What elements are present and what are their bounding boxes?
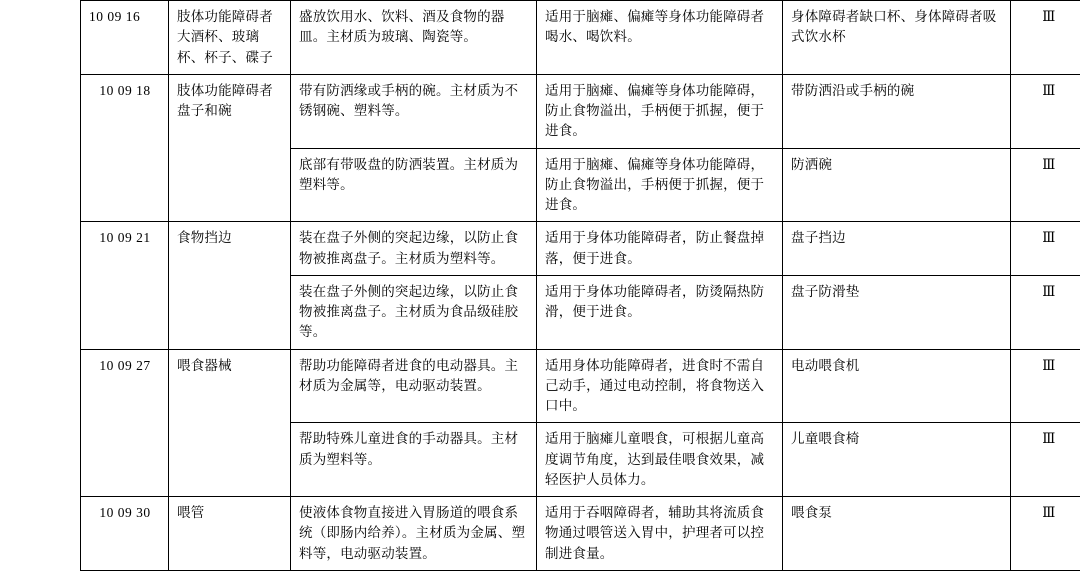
cell-alias: 身体障碍者缺口杯、身体障碍者吸式饮水杯 xyxy=(783,1,1011,75)
cell-alias: 儿童喂食椅 xyxy=(783,423,1011,497)
cell-description: 装在盘子外侧的突起边缘，以防止食物被推离盘子。主材质为塑料等。 xyxy=(291,222,537,276)
cell-scope: 适用于吞咽障碍者，辅助其将流质食物通过喂管送入胃中，护理者可以控制进食量。 xyxy=(537,497,783,571)
cell-scope: 适用于脑瘫、偏瘫等身体功能障碍者喝水、喝饮料。 xyxy=(537,1,783,75)
cell-code: 10 09 21 xyxy=(81,222,169,349)
cell-classification: Ⅲ xyxy=(1011,423,1080,497)
cell-description: 带有防洒缘或手柄的碗。主材质为不锈钢碗、塑料等。 xyxy=(291,74,537,148)
table-row xyxy=(81,497,1080,571)
cell-code: 10 09 27 xyxy=(81,349,169,497)
assistive-device-spec-table xyxy=(80,0,1080,571)
cell-description: 使液体食物直接进入胃肠道的喂食系统（即肠内给养）。主材质为金属、塑料等，电动驱动装置。 xyxy=(291,497,537,571)
cell-classification: Ⅲ xyxy=(1011,74,1080,148)
cell-alias: 盘子挡边 xyxy=(783,222,1011,276)
table-row xyxy=(81,222,1080,276)
cell-classification: Ⅲ xyxy=(1011,222,1080,276)
cell-scope: 适用于脑瘫、偏瘫等身体功能障碍，防止食物溢出，手柄便于抓握，便于进食。 xyxy=(537,148,783,222)
cell-code: 10 09 30 xyxy=(81,497,169,571)
cell-description: 盛放饮用水、饮料、酒及食物的器皿。主材质为玻璃、陶瓷等。 xyxy=(291,1,537,75)
cell-description: 底部有带吸盘的防洒装置。主材质为塑料等。 xyxy=(291,148,537,222)
table-body xyxy=(81,1,1080,571)
cell-scope: 适用于脑瘫、偏瘫等身体功能障碍，防止食物溢出，手柄便于抓握，便于进食。 xyxy=(537,74,783,148)
cell-alias: 带防洒沿或手柄的碗 xyxy=(783,74,1011,148)
cell-description: 帮助特殊儿童进食的手动器具。主材质为塑料等。 xyxy=(291,423,537,497)
cell-alias: 喂食泵 xyxy=(783,497,1011,571)
table-row xyxy=(81,1,1080,75)
cell-classification: Ⅲ xyxy=(1011,275,1080,349)
cell-code: 10 09 16 xyxy=(81,1,169,75)
cell-classification: Ⅲ xyxy=(1011,497,1080,571)
cell-name: 肢体功能障碍者大酒杯、玻璃杯、杯子、碟子 xyxy=(169,1,291,75)
cell-scope: 适用于脑瘫儿童喂食，可根据儿童高度调节角度，达到最佳喂食效果，减轻医护人员体力。 xyxy=(537,423,783,497)
cell-name: 喂食器械 xyxy=(169,349,291,497)
cell-name: 食物挡边 xyxy=(169,222,291,349)
cell-description: 帮助功能障碍者进食的电动器具。主材质为金属等，电动驱动装置。 xyxy=(291,349,537,423)
table-row xyxy=(81,74,1080,148)
cell-scope: 适用身体功能障碍者，进食时不需自己动手，通过电动控制，将食物送入口中。 xyxy=(537,349,783,423)
cell-alias: 电动喂食机 xyxy=(783,349,1011,423)
cell-code: 10 09 18 xyxy=(81,74,169,222)
cell-scope: 适用于身体功能障碍者，防烫隔热防滑，便于进食。 xyxy=(537,275,783,349)
cell-name: 肢体功能障碍者盘子和碗 xyxy=(169,74,291,222)
table-row xyxy=(81,349,1080,423)
cell-classification: Ⅲ xyxy=(1011,1,1080,75)
cell-description: 装在盘子外侧的突起边缘，以防止食物被推离盘子。主材质为食品级硅胶等。 xyxy=(291,275,537,349)
cell-classification: Ⅲ xyxy=(1011,148,1080,222)
cell-alias: 盘子防滑垫 xyxy=(783,275,1011,349)
cell-scope: 适用于身体功能障碍者，防止餐盘掉落，便于进食。 xyxy=(537,222,783,276)
cell-classification: Ⅲ xyxy=(1011,349,1080,423)
cell-name: 喂管 xyxy=(169,497,291,571)
cell-alias: 防洒碗 xyxy=(783,148,1011,222)
